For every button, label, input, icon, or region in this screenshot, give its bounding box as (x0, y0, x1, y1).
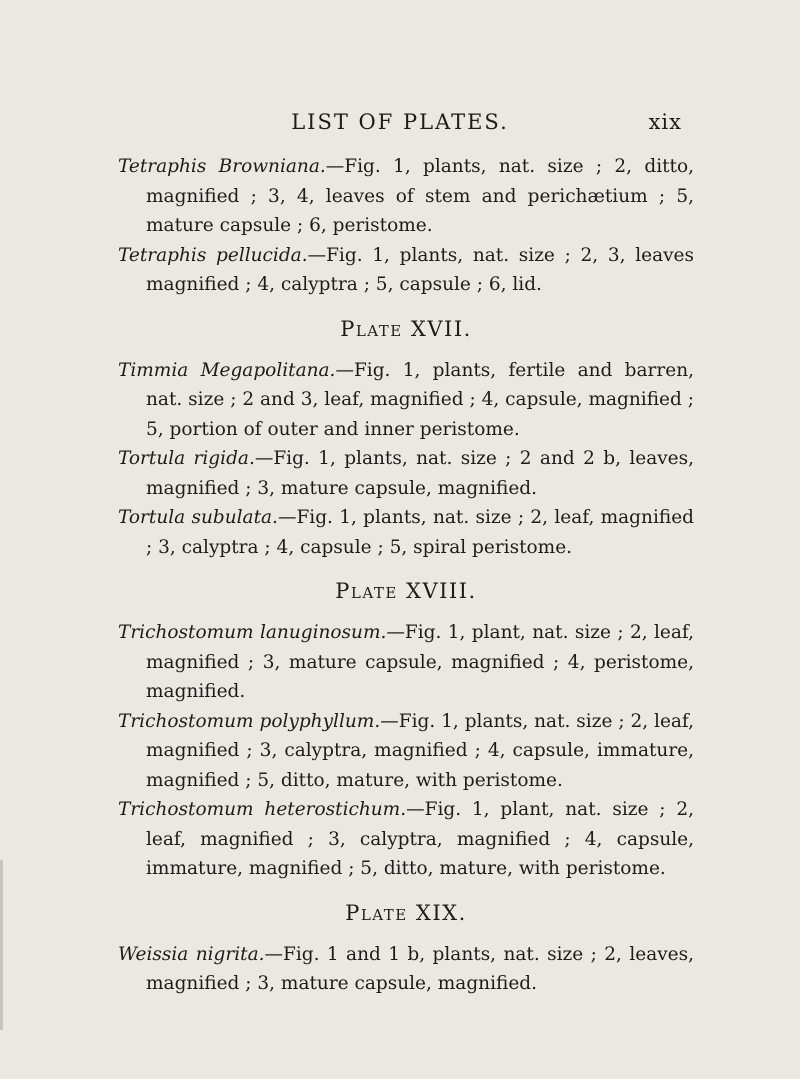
entry-description: —Fig. 1, plant, nat. size ; 2, leaf, magnified ; 3, calyptra, magnified ; 4, capsule, immature, magnified ; 5, ditto, mature, with peristome. (146, 799, 694, 879)
species-name: Trichostomum polyphyllum. (118, 710, 381, 732)
plate-entry (118, 356, 694, 445)
plate-heading: Plate XIX. (345, 900, 467, 925)
species-name: Trichostomum lanuginosum. (118, 622, 387, 643)
species-name: Trichostomum heterostichum. (118, 799, 407, 820)
entry-description: —Fig. 1, plants, nat. size ; 2, 3, leaves magnified ; 4, calyptra ; 5, capsule ; 6, lid. (146, 244, 694, 295)
plate-heading: Plate XVII. (340, 316, 472, 341)
plate-entry (118, 241, 694, 300)
plate-list (118, 152, 694, 999)
species-name: Weissia nigrita. (118, 943, 265, 965)
plate-entry (118, 503, 694, 562)
page-number: xix (648, 110, 682, 134)
plate-section (118, 152, 694, 300)
entry-description: —Fig. 1, plants, fertile and barren, nat. size ; 2 and 3, leaf, magnified ; 4, capsule, magnified ; 5, portion of outer and inner peristome. (146, 359, 694, 440)
plate-heading: Plate XVIII. (335, 579, 477, 603)
entry-description: —Fig. 1, plants, nat. size ; 2, leaf, magnified ; 3, calyptra, magnified ; 4, capsule, immature, magnified ; 5, ditto, mature, with peristome. (146, 710, 694, 791)
entry-description: —Fig. 1, plant, nat. size ; 2, leaf, magnified ; 3, mature capsule, magnified ; 4, peristome, magnified. (146, 622, 694, 702)
entry-description: —Fig. 1, plants, nat. size ; 2, leaf, magnified ; 3, calyptra ; 4, capsule ; 5, spiral peristome. (146, 507, 694, 558)
running-header (0, 110, 800, 140)
page-edge-shadow (0, 860, 3, 1030)
species-name: Tortula rigida. (118, 448, 255, 469)
species-name: Tetraphis Browniana. (118, 156, 326, 177)
entry-description: —Fig. 1, plants, nat. size ; 2, ditto, magnified ; 3, 4, leaves of stem and perichætium ; 5, mature capsule ; 6, peristome. (146, 156, 694, 236)
entry-description: —Fig. 1, plants, nat. size ; 2 and 2 b, leaves, magnified ; 3, mature capsule, magnified. (146, 448, 694, 499)
plate-entry (118, 795, 694, 884)
plate-entry (118, 444, 694, 503)
plate-entry (118, 618, 694, 707)
entry-description: —Fig. 1 and 1 b, plants, nat. size ; 2, leaves, magnified ; 3, mature capsule, magnified. (146, 943, 695, 994)
species-name: Timmia Megapolitana. (118, 359, 336, 381)
header-title: LIST OF PLATES. (291, 110, 509, 134)
species-name: Tortula subulata. (118, 507, 278, 528)
plate-entry (118, 940, 694, 999)
plate-section (118, 314, 694, 563)
plate-section (118, 898, 694, 999)
plate-section (118, 576, 694, 884)
plate-entry (118, 152, 694, 241)
species-name: Tetraphis pellucida. (118, 244, 308, 266)
plate-entry (118, 707, 694, 796)
